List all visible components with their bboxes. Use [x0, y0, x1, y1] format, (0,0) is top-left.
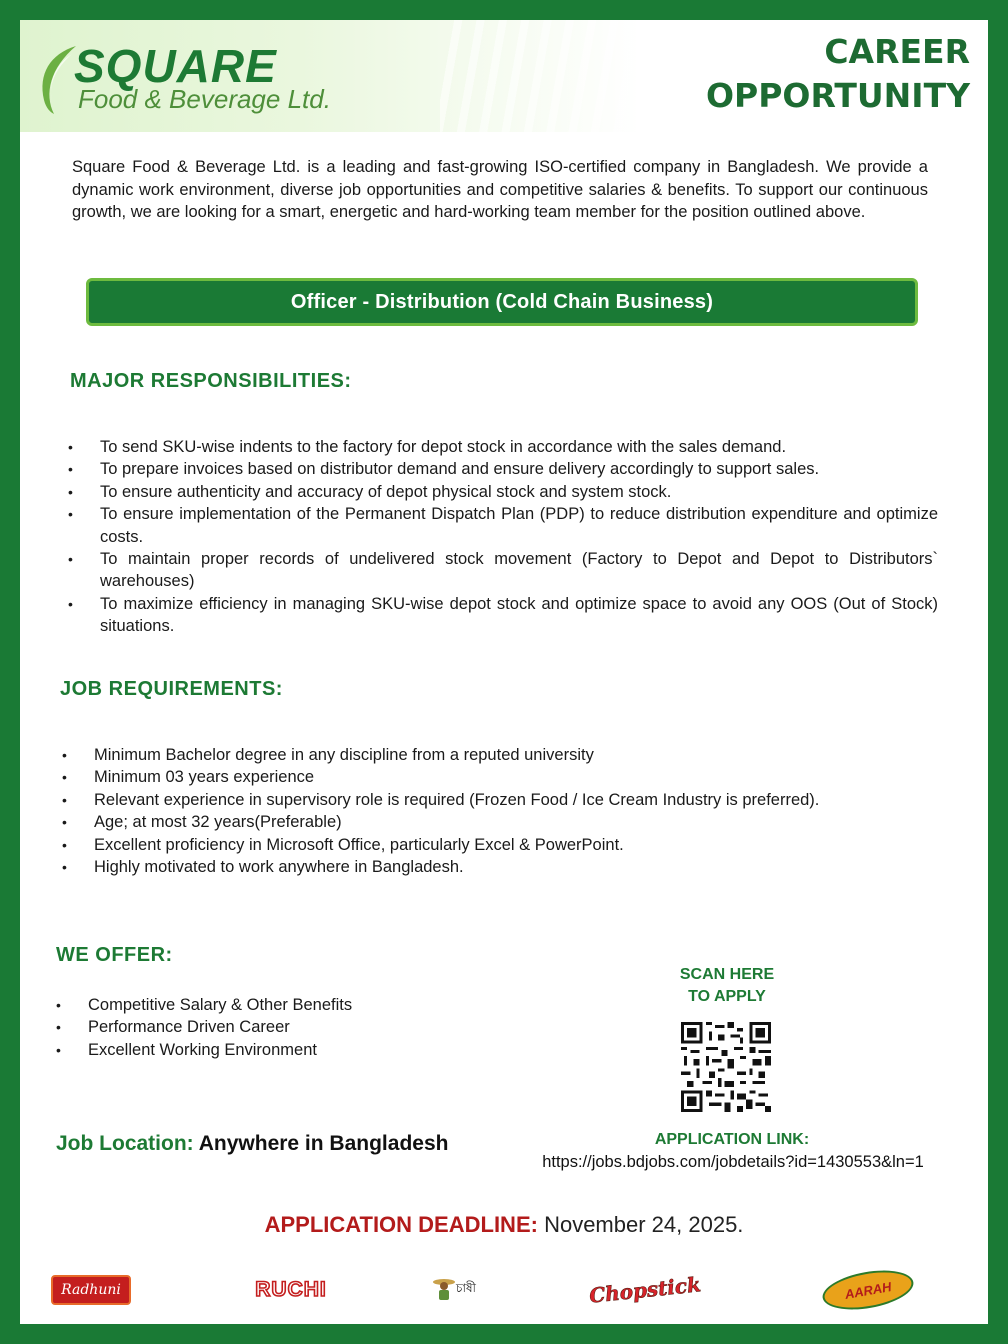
job-location-label: Job Location: [56, 1132, 194, 1155]
list-item: • Competitive Salary & Other Benefits [56, 994, 576, 1016]
job-title-banner: Officer - Distribution (Cold Chain Business) [86, 278, 918, 326]
offer-heading: WE OFFER: [56, 944, 173, 966]
farmer-icon [432, 1276, 456, 1304]
responsibilities-list [68, 436, 938, 638]
list-item: • Minimum 03 years experience [62, 766, 962, 788]
list-item: • Relevant experience in supervisory role is required (Frozen Food / Ice Cream Industry is preferred). [62, 789, 962, 811]
career-line-2: OPPORTUNITY [705, 76, 970, 115]
application-deadline [0, 1212, 1008, 1238]
list-item: • To ensure authenticity and accuracy of depot physical stock and system stock. [68, 481, 938, 503]
ruchi-logo: RUCHI [255, 1278, 327, 1301]
chopstick-logo: Chopstick [588, 1272, 702, 1308]
list-item: • To maximize efficiency in managing SKU-wise depot stock and optimize space to avoid any OOS (Out of Stock) situations. [68, 593, 938, 638]
chashi-logo-text: চাষী [455, 1281, 476, 1295]
aarah-logo [822, 1270, 914, 1310]
list-item: • Highly motivated to work anywhere in Bangladesh. [62, 856, 962, 878]
logo-name: SQUARE [74, 40, 277, 92]
list-item: • To maintain proper records of undelivered stock movement (Factory to Depot and Depot to Distributors` warehouses) [68, 548, 938, 593]
scan-line-1: SCAN HERE [679, 966, 775, 983]
application-link[interactable]: https://jobs.bdjobs.com/jobdetails?id=1430553&ln=1 [542, 1153, 924, 1171]
scan-line-2: TO APPLY [688, 988, 766, 1005]
list-item: • Excellent proficiency in Microsoft Office, particularly Excel & PowerPoint. [62, 834, 962, 856]
list-item: • Minimum Bachelor degree in any discipline from a reputed university [62, 744, 962, 766]
radhuni-logo [50, 1270, 132, 1310]
requirements-list [62, 744, 962, 878]
application-link-label: APPLICATION LINK: [654, 1131, 810, 1148]
career-line-1: CAREER [824, 32, 970, 71]
list-item: • Performance Driven Career [56, 1016, 576, 1038]
list-item: • Age; at most 32 years(Preferable) [62, 811, 962, 833]
scan-to-apply-label [660, 964, 794, 1008]
job-location-value: Anywhere in Bangladesh [198, 1132, 449, 1155]
career-heading [706, 30, 970, 118]
list-item: • To send SKU-wise indents to the factory for depot stock in accordance with the sales demand. [68, 436, 938, 458]
logo-subtitle: Food & Beverage Ltd. [78, 84, 331, 114]
qr-code-icon[interactable] [681, 1022, 771, 1112]
list-item: • Excellent Working Environment [56, 1039, 576, 1061]
radhuni-logo-text: Radhuni [51, 1275, 131, 1305]
aarah-logo-text: AARAH [820, 1264, 917, 1315]
requirements-heading: JOB REQUIREMENTS: [60, 678, 283, 700]
responsibilities-heading: MAJOR RESPONSIBILITIES: [70, 370, 352, 392]
intro-paragraph: Square Food & Beverage Ltd. is a leading and fast-growing ISO-certified company in Bangladesh. We provide a dynamic work environment, diverse job opportunities and competitive salaries & benefits. To support our continuous growth, we are looking for a smart, energetic and hard-working team member for the position outlined above. [72, 158, 928, 222]
list-item: • To ensure implementation of the Permanent Dispatch Plan (PDP) to reduce distribution expenditure and optimize costs. [68, 503, 938, 548]
deadline-label: APPLICATION DEADLINE: [264, 1212, 538, 1237]
job-location [56, 1132, 448, 1156]
list-item: • To prepare invoices based on distributor demand and ensure delivery accordingly to support sales. [68, 458, 938, 480]
chashi-logo [424, 1270, 484, 1310]
offer-list [56, 994, 576, 1061]
deadline-value: November 24, 2025. [544, 1212, 744, 1237]
company-logo [36, 40, 376, 120]
